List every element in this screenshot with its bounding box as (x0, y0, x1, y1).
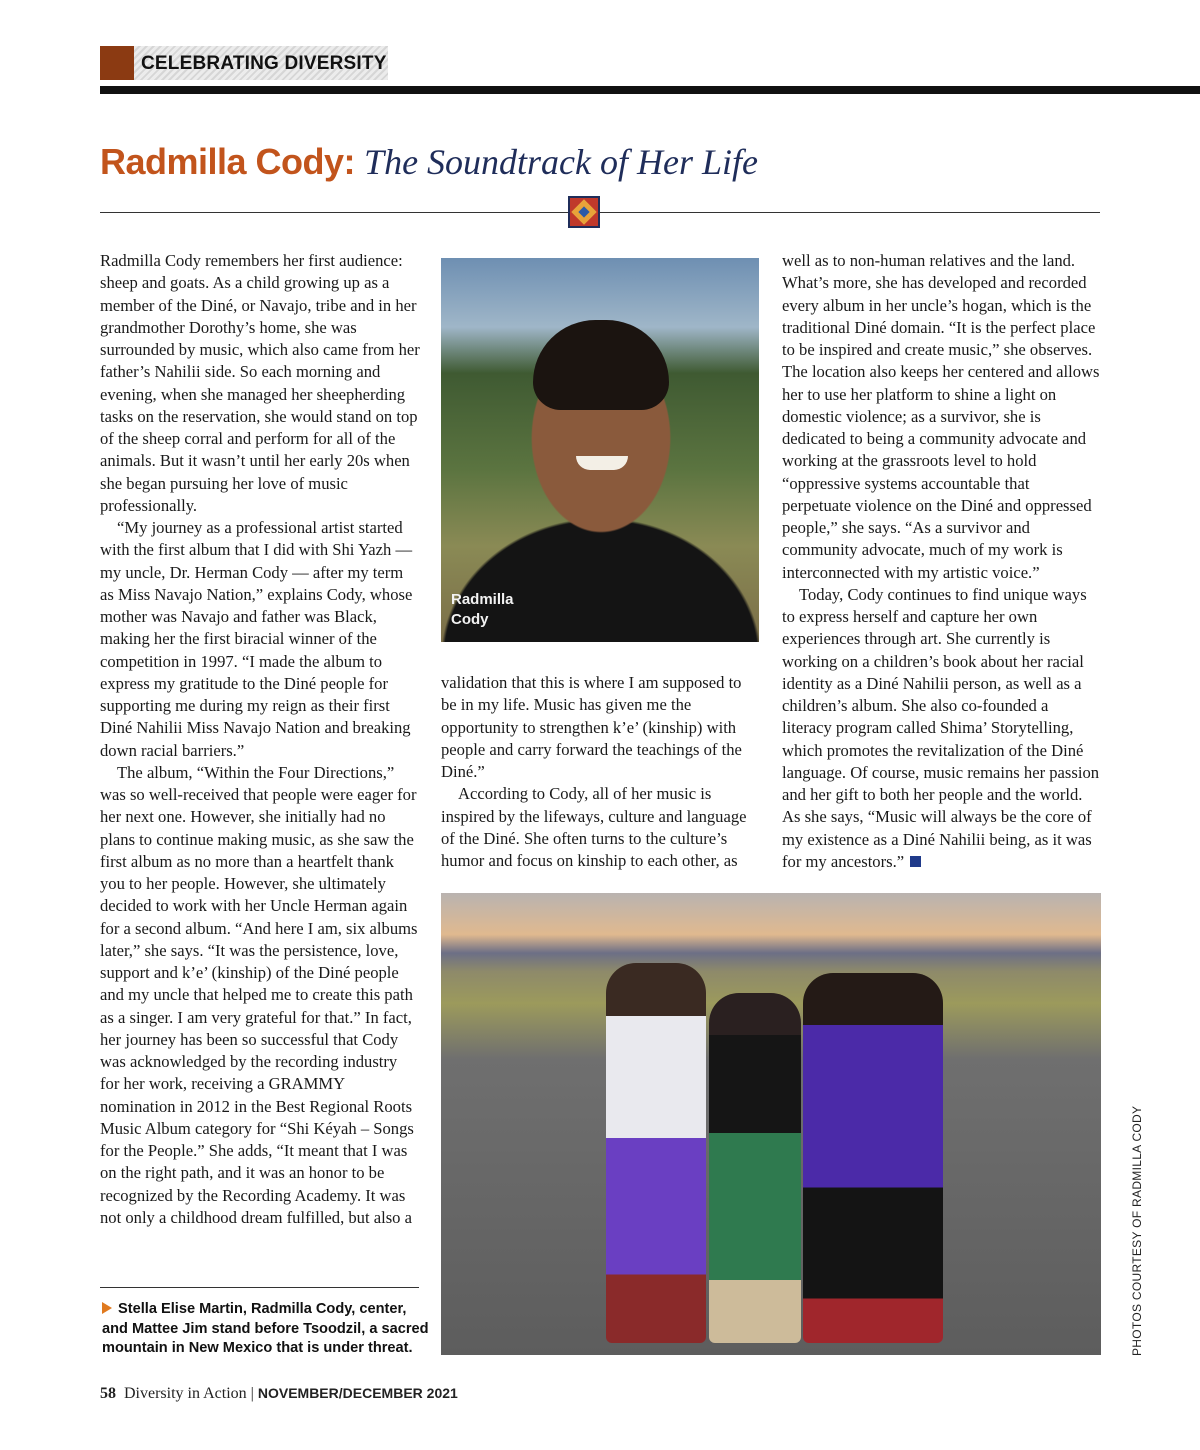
paragraph: validation that this is where I am supposed to be in my life. Music has given me the opportunity to strengthen k’e’ (kinship) with people and carry forward the teachings of the Diné.” (441, 673, 742, 781)
group-photo (441, 893, 1101, 1355)
article-column-3 (782, 250, 1102, 873)
issue-date: NOVEMBER/DECEMBER 2021 (257, 1385, 458, 1401)
header-rule (100, 86, 1200, 94)
portrait-caption: Radmilla Cody (451, 591, 514, 628)
article-title (100, 140, 1100, 184)
paragraph: Radmilla Cody remembers her first audience: sheep and goats. As a child growing up as a member of the Diné, or Navajo, tribe and in her grandmother Dorothy’s home, she was surrounded by music, which also came from her father’s Nahilii side. So each morning and evening, when she managed her sheepherding tasks on the reservation, she would stand on top of the sheep corral and perform for all of the animals. But it wasn’t until her early 20s when she began pursuing her love of music professionally. (100, 251, 420, 515)
paragraph: Today, Cody continues to find unique ways to express herself and capture her own experiences through art. She currently is working on a children’s book about her racial identity as a Diné Nahilii person, as well as a children’s album. She also co-founded a literacy program called Shima’ Storytelling, which promotes the revitalization of the Diné language. Of course, music remains her passion and her gift to both her people and the world. As she says, “Music will always be the core of my existence as a Diné Nahilii being, as it was for my ancestors.” (782, 584, 1100, 871)
publication-name: Diversity in Action (124, 1385, 247, 1402)
title-name: Radmilla Cody: (100, 141, 356, 182)
title-rule (100, 212, 1100, 213)
paragraph: well as to non-human relatives and the land. What’s more, she has developed and recorded every album in her uncle’s hogan, which is the traditional Diné domain. “It is the perfect place to be inspired and create music,” she observes. The location also keeps her centered and allows her to use her platform to shine a light on domestic violence; as a survivor, she is dedicated to being a community advocate and working at the grassroots level to hold “oppressive systems accountable that perpetuate violence on the Diné and oppressed people,” she says. “As a survivor and community advocate, much of my work is interconnected with my artistic voice.” (782, 251, 1100, 582)
group-photo-caption: Stella Elise Martin, Radmilla Cody, center, and Mattee Jim stand before Tsoodzil, a sacred mountain in New Mexico that is under threat. (102, 1301, 429, 1356)
page-number: 58 (100, 1385, 116, 1402)
paragraph: According to Cody, all of her music is inspired by the lifeways, culture and language of the Diné. She often turns to the culture’s humor and focus on kinship to each other, as (441, 784, 747, 870)
photo-credit: PHOTOS COURTESY OF RADMILLA CODY (1130, 1105, 1144, 1356)
folio-separator: | (250, 1385, 254, 1402)
caption-rule (100, 1287, 419, 1288)
title-subtitle: The Soundtrack of Her Life (364, 142, 759, 182)
article-column-2 (441, 672, 761, 872)
article-column-1 (100, 250, 420, 1229)
section-label: CELEBRATING DIVERSITY (134, 46, 388, 80)
section-square (100, 46, 134, 80)
folio (100, 1385, 458, 1403)
paragraph: The album, “Within the Four Directions,” was so well-received that people were eager for her next one. However, she initially had no plans to continue making music, as she saw the first album as no more than a heartfelt thank you to her people. However, she ultimately decided to work with her Uncle Herman again for a second album. “And here I am, six albums later,” she says. “It was the persistence, love, support and k’e’ (kinship) of the Diné people and my uncle that helped me to create this path as a singer. I am very grateful for that.” In fact, her journey has been so successful that Cody was acknowledged by the recording industry for her work, receiving a GRAMMY nomination in 2012 in the Best Regional Roots Music Album category for “Shi Kéyah – Songs for the People.” She adds, “It meant that I was on the right path, and it was an honor to be recognized by the Recording Academy. It was not only a childhood dream fulfilled, but also a (100, 762, 418, 1227)
square-end-icon (910, 856, 921, 867)
paragraph: “My journey as a professional artist started with the first album that I did with Shi Yazh — my uncle, Dr. Herman Cody — after my term as Miss Navajo Nation,” explains Cody, whose mother was Navajo and father was Black, making her the first biracial winner of the competition in 1997. “I made the album to express my gratitude to the Diné people for supporting me during my reign as their first Diné Nahilii Miss Navajo Nation and breaking down racial barriers.” (100, 518, 413, 760)
triangle-arrow-icon (102, 1302, 112, 1314)
portrait-photo (441, 258, 759, 642)
navajo-pattern-icon (568, 196, 600, 228)
